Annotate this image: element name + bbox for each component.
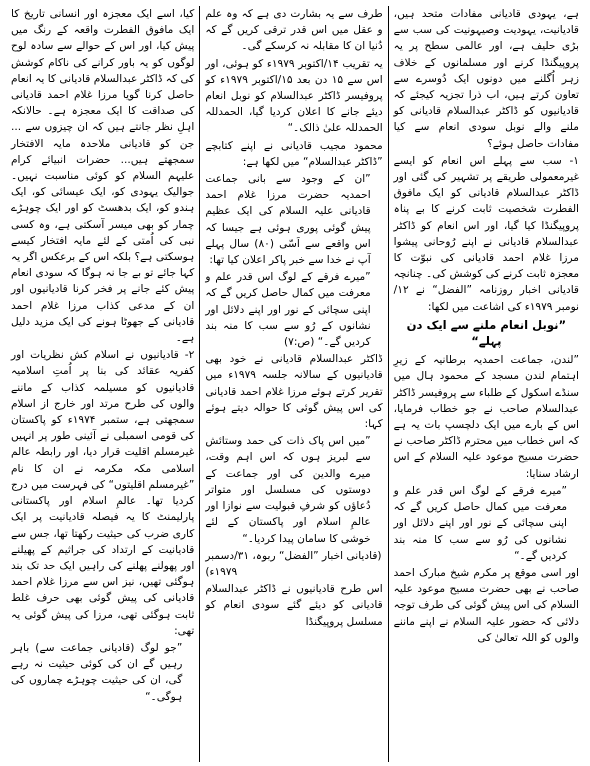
paragraph: اور اسی موقع پر مکرم شیخ مبارک احمد صاحب نے بھی حضرت مسیح موعود علیہ السلام کی اس پیش گوئی کی طرف توجہ دلائی کہ حضور علیہ السلام نے اپنے ماننے والوں کو اللہ تعالیٰ کی bbox=[393, 566, 579, 644]
paragraph: کیا، اسے ایک معجزہ اور انسانی تاریخ کا ایک مافوق الفطرت واقعہ کے رنگ میں پیش کیا، اور اس کے حوالے سے سادہ لوح لوگوں کو یہ باور کرانے کی ناکام کوشش کی کہ ڈاکٹر عبدالسلام قادیانی کا یہ انعام حاصل کرنا گویا مرزا غلام احمد قادیانی کی صداقت کا ایک معجزہ ہے۔ حالانکہ اہلِ نظر جانتے ہیں کہ ان چیزوں سے ... جن کو قادیانی ملاحدہ مایہ الافتخار سمجھتے ہیں... حضرات انبیائے کرام علیہم السلام کو کوئی مناسبت نہیں۔ جوالیک یہودی کو، ایک عیسائی کو، ایک ہندو کو، ایک بدھسٹ کو اور ایک چوہڑے چمار کو بھی میسر آسکتی ہے، وہ کسی نبی کی اُمتی کے لئے مایہ افتخار کیسے ہوسکتی ہے؟ بلکہ اس کے برعکس اگر یہ کہا جائے تو بے جا نہ ہوگا کہ سودی انعام پیش کئے جانے پر فخر کرنا قادیانیوں اور ان کے مدعی کذاب مرزا غلام احمد قادیانی کے جھوٹا ہونے کی ایک مزید دلیل ہے۔ bbox=[10, 8, 195, 345]
text-column-middle bbox=[200, 6, 387, 762]
section-heading: ”نوبل انعام ملنے سے ایک دن پہلے“ bbox=[406, 317, 567, 349]
citation: (قادیانی اخبار ”الفضل“ ربوہ، ۳۱/دسمبر ۱۹۷۹ء) bbox=[205, 549, 382, 578]
text-column-left bbox=[6, 6, 199, 762]
paragraph: ہے، یہودی قادیانی مفادات متحد ہیں، قادیانیت، یہودیت وصیہونیت کی سب سے بڑی حلیف ہے، اور عالمی سطح پر یہ پروپیگنڈا کرنے اور مسلمانوں کے خلاف زہر اُگلنے میں دونوں ایک دُوسرے سے تعاون کرتے ہیں، اب ذرا تجزیہ کیجئے کہ قادیانیوں کو ڈاکٹر عبدالسلام قادیانی کو ملنے والے نوبل سودی انعام سے کیا مفادات حاصل ہوئے؟ bbox=[393, 8, 579, 150]
text-column-right bbox=[389, 6, 584, 762]
quotation: ”میرے فرقے کے لوگ اس قدر علم و معرفت میں کمال حاصل کریں گے کہ اپنی سچائی کے نور اور اپنے دلائل اور نشانوں کے رُو سے سب کا منہ بند کردیں گے۔“ (ص:۷) bbox=[205, 271, 371, 349]
paragraph: یہ تقریب ۱۴/اکتوبر ۱۹۷۹ء کو ہوئی، اور اس سے ۱۵ دن بعد ۱۵/اکتوبر ۱۹۷۹ء کو پروفیسر ڈاکٹر عبدالسلام کو نوبل انعام دیئے جانے کا اعلان کردیا گیا، الحمدللہ الحمدللہ علیٰ ذالک۔“ bbox=[205, 57, 383, 135]
paragraph: ”لندن، جماعت احمدیہ برطانیہ کے زیرِ اہتمام لندن مسجد کے محمود ہال میں سنڈے اسکول کے طلباء سے پروفیسر ڈاکٹر عبدالسلام صاحب نے جو خطاب فرمایا، اس کے بارے میں ایک دلچسپ بات یہ ہے کہ اس خطاب میں محترم ڈاکٹر صاحب نے حضرت مسیح موعود علیہ السلام کے اس ارشاد سنایا: bbox=[393, 354, 579, 480]
quotation: ”میرے فرقے کے لوگ اس قدر علم و معرفت میں کمال حاصل کریں گے کہ اپنی سچائی کے نور اور اپنے دلائل اور نشانوں کی رُو سے سب کا منہ بند کردیں گے۔“ bbox=[393, 484, 567, 562]
paragraph: محمود مجیب قادیانی نے اپنے کتابچے ”ڈاکٹر عبدالسلام“ میں لکھا ہے: bbox=[205, 139, 383, 168]
paragraph: ۱- سب سے پہلے اس انعام کو ایسے غیرمعمولی طریقے پر تشہیر کی گئی اور ڈاکٹر عبدالسلام قادیانی کو ایک مافوق الفطرت شخصیت ثابت کرنے کا بے پناہ پروپیگنڈا کیا گیا، اور اس انعام کو ڈاکٹر عبدالسلام قادیانی نے اپنے رُوحانی پیشوا مرزا غلام احمد قادیانی کی نبوّت کا معجزہ ثابت کرنے کی کوشش کی۔ چنانچہ قادیانی اخبار روزنامہ ”الفضل“ نے ۱۲/نومبر ۱۹۷۹ء کی اشاعت میں لکھا: bbox=[393, 154, 579, 313]
paragraph: ۲- قادیانیوں نے اسلام کش نظریات اور کفریہ عقائد کی بنا پر اُمتِ اسلامیہ قادیانیوں کو مسیلمہ کذاب کے ماننے والوں کی طرح مرتد اور خارج از اسلام سمجھتی ہے، ستمبر ۱۹۷۴ء کو پاکستان کی قومی اسمبلی نے آئینی طور پر انہیں غیرمسلم اقلیت قرار دیا، اور رابطہ عالم اسلامی مکہ مکرمہ نے ان کا نام ”غیرمسلم اقلیتوں“ کی فہرست میں درج کردیا تھا۔ عالمِ اسلام اور پاکستانی پارلیمنٹ کا یہ فیصلہ قادیانیت پر ایک کاری ضرب کی حیثیت رکھتا تھا، جس سے قادیانیت کے ارتداد کی جراثیم کے پھیلنے اور پھولنے پھلنے کی راہیں ایک حد تک بند ہوگئی تھیں، نیز اس سے مرزا غلام احمد قادیانی کی پیش گوئی بھی حرف غلط ثابت ہوگئی تھی، مرزا کی پیش گوئی یہ تھی: bbox=[10, 349, 195, 637]
quotation: ”جو لوگ (قادیانی جماعت سے) باہر رہیں گے ان کی کوئی حیثیت نہ رہے گی، ان کی حیثیت چوہڑے چماروں کی ہوگی۔“ bbox=[10, 641, 183, 703]
paragraph: اس طرح قادیانیوں نے ڈاکٹر عبدالسلام قادیانی کو دیئے گئے سودی انعام کو مسلسل پروپیگنڈا bbox=[205, 583, 383, 628]
paragraph: طرف سے یہ بشارت دی ہے کہ وہ علم و عقل میں اس قدر ترقی کریں گے کہ دُنیا ان کا مقابلہ نہ کرسکے گی۔ bbox=[205, 8, 383, 53]
quotation: ”میں اس پاک ذات کی حمد وستائش سے لبریز ہوں کہ اس اہم وقت، میرے والدین کی اور جماعت کے دوستوں کی مسلسل اور متواتر دُعاؤں کو شرفِ قبولیت سے نوازا اور عالمِ اسلام اور پاکستان کے لئے خوشی کا سامان پیدا کردیا۔“ bbox=[205, 435, 371, 545]
paragraph: ڈاکٹر عبدالسلام قادیانی نے خود بھی قادیانیوں کے سالانہ جلسہ ۱۹۷۹ء میں تقریر کرتے ہوئے مرزا غلام احمد قادیانی کی اس پیش گوئی کا حوالہ دیتے ہوئے کہا: bbox=[205, 353, 383, 431]
quotation: ”ان کے وجود سے بانی جماعت احمدیہ حضرت مرزا غلام احمد قادیانی علیہ السلام کی ایک عظیم پیش گوئی پوری ہوئی ہے جیسا کہ اس واقعے سے اَسّی (۸۰) سال پہلے آپ نے خدا سے خبر پاکر اعلان کیا تھا: bbox=[205, 173, 371, 267]
